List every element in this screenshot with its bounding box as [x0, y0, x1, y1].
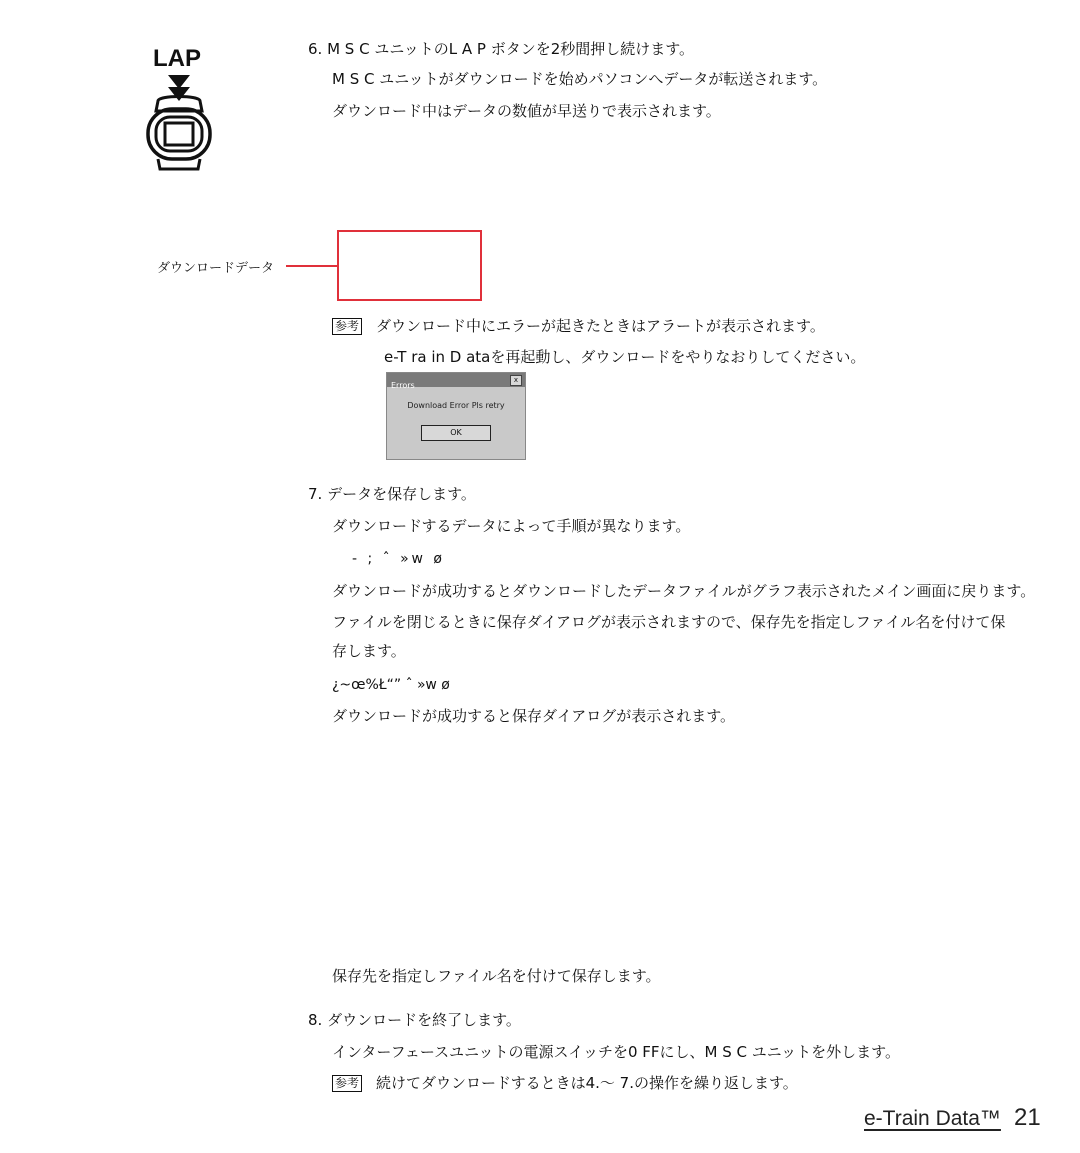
- step7-sub2: ¿~œ%Ł“” ˆ »w ø: [332, 677, 450, 693]
- lap-figure: [140, 45, 220, 175]
- note-badge: 参考: [332, 318, 362, 335]
- alert-message: Download Error Pls retry: [407, 401, 505, 410]
- step7-line5: ダウンロードが成功すると保存ダイアログが表示されます。: [332, 707, 736, 725]
- step8-note: [332, 1072, 798, 1094]
- step6-line1: M S C ユニットがダウンロードを始めパソコンへデータが転送されます。: [332, 70, 828, 88]
- download-data-label: ダウンロードデータ: [157, 261, 275, 276]
- alert-dialog: [386, 372, 526, 460]
- step7-heading: 7. データを保存します。: [308, 485, 476, 503]
- page-number: 21: [1014, 1104, 1041, 1131]
- download-data-frame: [337, 230, 482, 301]
- step8-note-text: 続けてダウンロードするときは4.～ 7.の操作を繰り返します。: [376, 1074, 798, 1092]
- step6-line2: ダウンロード中はデータの数値が早送りで表示されます。: [332, 102, 721, 120]
- watch-icon: [140, 73, 220, 173]
- step7-line3: ファイルを閉じるときに保存ダイアログが表示されますので、保存先を指定しファイル名を付けて保: [332, 613, 1006, 631]
- alert-titlebar: [387, 373, 525, 390]
- step7-line1: ダウンロードするデータによって手順が異なります。: [332, 517, 691, 535]
- step7-sub1: - ; ˆ »w ø: [352, 551, 445, 567]
- alert-title: Errors: [391, 381, 415, 390]
- close-icon[interactable]: x: [510, 375, 522, 386]
- step7-line4: 存します。: [332, 642, 406, 660]
- note-badge: 参考: [332, 1075, 362, 1092]
- footer-brand: e-Train Data™: [864, 1107, 1001, 1130]
- ok-button[interactable]: OK: [421, 425, 491, 441]
- leader-line: [286, 265, 338, 267]
- step8-heading: 8. ダウンロードを終了します。: [308, 1011, 521, 1029]
- lap-label: LAP: [153, 45, 201, 72]
- note1-line1: [332, 315, 825, 337]
- step7-line2: ダウンロードが成功するとダウンロードしたデータファイルがグラフ表示されたメイン画面に戻ります。: [332, 582, 1036, 600]
- step8-line1: インターフェースユニットの電源スイッチを0 FFにし、M S C ユニットを外します。: [332, 1043, 900, 1061]
- step6-heading: 6. M S C ユニットのL A P ボタンを2秒間押し続けます。: [308, 40, 695, 58]
- note1-text: ダウンロード中にエラーが起きたときはアラートが表示されます。: [376, 317, 825, 335]
- note1-line2: e-T ra in D ataを再起動し、ダウンロードをやりなおりしてください。: [384, 348, 866, 366]
- step7-line6: 保存先を指定しファイル名を付けて保存します。: [332, 967, 661, 985]
